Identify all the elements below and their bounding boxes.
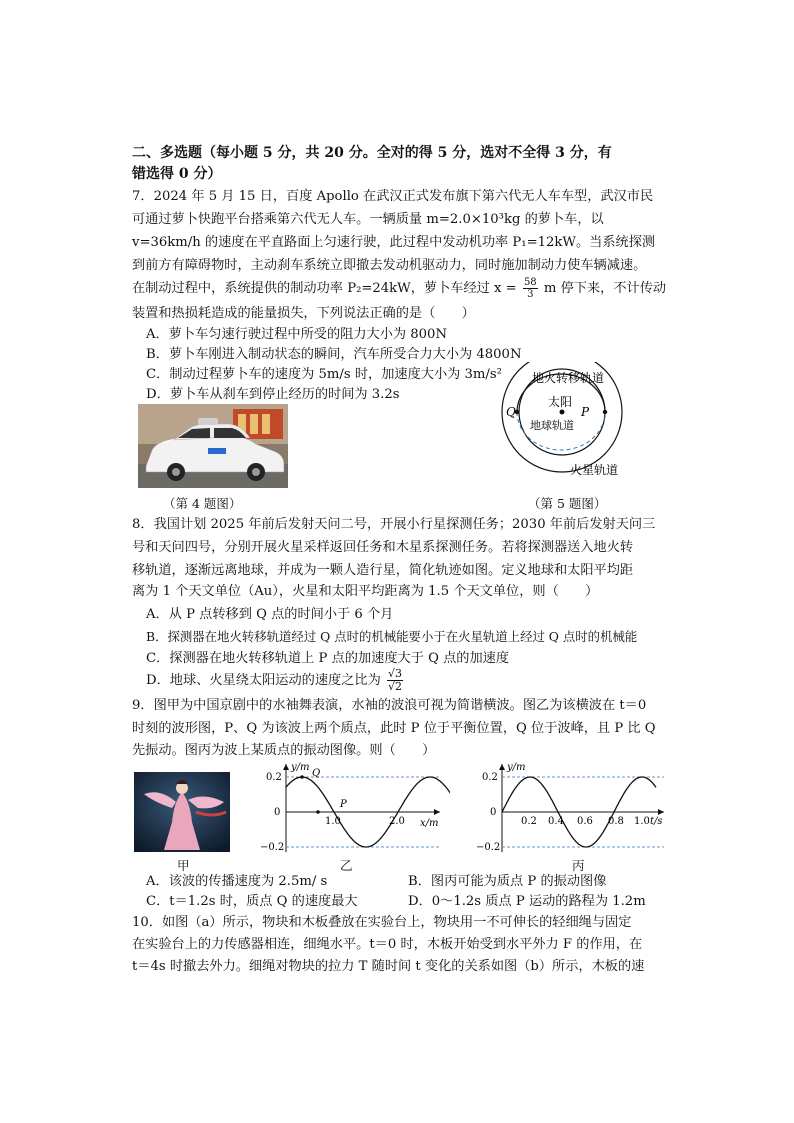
q7-option-b: B．萝卜车刚进入制动状态的瞬间，汽车所受合力大小为 4800N (146, 347, 522, 362)
fraction-denominator: 3 (527, 289, 534, 300)
x-tick-2: 2.0 (389, 816, 405, 827)
q8-line-3: 移轨道，逐渐远离地球，并成为一颗人造行星，简化轨迹如图。定义地球和太阳平均距 (132, 563, 634, 578)
q7-line-2: 可通过萝卜快跑平台搭乘第六代无人车。一辆质量 m=2.0×10³kg 的萝卜车，以 (132, 212, 604, 227)
fig4-caption: （第 4 题图） (163, 496, 242, 511)
q7-line-3: v=36km/h 的速度在平直路面上匀速行驶，此过程中发动机功率 P₁=12kW。当系统探测 (132, 235, 656, 250)
q9-option-b: B．图丙可能为质点 P 的振动图像 (408, 874, 607, 889)
point-q-dot (300, 775, 304, 779)
x-axis-label: t/s (650, 816, 663, 827)
q9-option-a: A．该波的传播速度为 2.5m/ s (146, 874, 328, 889)
q9-line-3: 先振动。图丙为波上某质点的振动图像。则（ ） (132, 743, 436, 758)
robotaxi-photo (138, 404, 288, 488)
q7-line-6: 装置和热损耗造成的能量损失，下列说法正确的是（ ） (132, 306, 475, 321)
q8-line-2: 号和天问四号，分别开展火星采样返回任务和木星系探测任务。若将探测器送入地火转 (132, 540, 634, 555)
q7-line-5 (132, 277, 666, 300)
ratio-numerator: √3 (387, 667, 402, 680)
y-tick-bottom: −0.2 (260, 842, 285, 853)
q7-line5-pre: 在制动过程中，系统提供的制动功率 P₂=24kW，萝卜车经过 x = (132, 281, 517, 296)
x-tick-2: 0.4 (548, 816, 564, 827)
point-q-label: Q (312, 768, 321, 779)
y-axis-label: y/m (507, 762, 526, 773)
wave-chart-yi (254, 760, 450, 856)
q9-option-d: D．0～1.2s 质点 P 运动的路程为 1.2m (408, 894, 646, 909)
point-p-label: P (581, 405, 590, 419)
q8-option-b: B．探测器在地火转移轨道经过 Q 点时的机械能要小于在火星轨道上经过 Q 点时的机械能 (146, 629, 638, 644)
x-tick-4: 0.8 (608, 816, 624, 827)
fraction-numerator: 58 (523, 277, 537, 288)
x-axis-arrow (658, 809, 664, 815)
q8-line-4: 离为 1 个天文单位（Au），火星和太阳平均距离为 1.5 个天文单位，则（ ） (132, 584, 599, 599)
earth-orbit-label: 地球轨道 (530, 419, 574, 432)
x-tick-1: 1.0 (325, 816, 341, 827)
x-tick-3: 0.6 (577, 816, 593, 827)
q7-line-1: 7．2024 年 5 月 15 日，百度 Apollo 在武汉正式发布旗下第六代无人车车型，武汉市民 (132, 189, 654, 204)
section-title-line1: 二、多选题（每小题 5 分，共 20 分。全对的得 5 分，选对不全得 3 分，有 (132, 145, 612, 161)
q9-line-1: 9．图甲为中国京剧中的水袖舞表演，水袖的波浪可视为简谐横波。图乙为该横波在 t＝0 (132, 698, 647, 713)
y-tick-zero: 0 (274, 807, 281, 818)
y-tick-bottom: −0.2 (476, 842, 501, 853)
y-tick-zero: 0 (490, 807, 497, 818)
point-p-dot (603, 410, 607, 414)
q10-line-1: 10．如图（a）所示，物块和木板叠放在实验台上，物块用一不可伸长的轻细绳与固定 (132, 915, 632, 930)
sun-label: 太阳 (548, 395, 573, 409)
q10-line-3: t＝4s 时撤去外力。细绳对物块的拉力 T 随时间 t 变化的关系如图（b）所示，木板的速 (132, 959, 645, 974)
x-axis-arrow (434, 809, 440, 815)
y-axis-arrow (283, 764, 289, 770)
q9-option-c: C．t＝1.2s 时，质点 Q 的速度最大 (146, 894, 358, 909)
distance-fraction (523, 277, 538, 300)
y-tick-top: 0.2 (266, 772, 282, 783)
section-title-line2: 错选得 0 分） (132, 166, 222, 182)
fig-yi-caption: 乙 (340, 858, 353, 873)
wave-chart-svg (254, 760, 450, 856)
q8-line-1: 8．我国计划 2025 年前后发射天问二号，开展小行星探测任务；2030 年前后发射天问三 (132, 517, 656, 532)
opera-dancer-photo (134, 772, 230, 852)
velocity-ratio-fraction (387, 668, 403, 693)
q8-option-a: A．从 P 点转移到 Q 点的时间小于 6 个月 (146, 607, 394, 622)
q7-option-a: A．萝卜车匀速行驶过程中所受的阻力大小为 800N (146, 327, 447, 342)
q10-line-2: 在实验台上的力传感器相连，细绳水平。t＝0 时，木板开始受到水平外力 F 的作用，在 (132, 937, 643, 952)
x-tick-5: 1.0 (634, 816, 650, 827)
q7-option-c: C．制动过程萝卜车的速度为 5m/s 时，加速度大小为 3m/s² (146, 367, 502, 382)
y-axis-label: y/m (291, 762, 310, 773)
x-axis-label: x/m (420, 818, 439, 829)
point-q-label: Q (506, 405, 516, 419)
fig-jia-caption: 甲 (177, 858, 190, 873)
vibration-chart-svg (474, 760, 670, 856)
sun-dot (560, 410, 565, 415)
q8-option-d-text: D．地球、火星绕太阳运动的速度之比为 (146, 673, 381, 688)
ratio-denominator: √2 (387, 680, 402, 693)
vibration-chart-bing (474, 760, 670, 856)
point-p-label: P (340, 799, 347, 810)
y-axis-arrow (499, 764, 505, 770)
y-tick-top: 0.2 (482, 772, 498, 783)
mars-orbit-label: 火星轨道 (570, 463, 619, 477)
q7-line-4: 到前方有障碍物时，主动刹车系统立即撤去发动机驱动力，同时施加制动力使车辆减速。 (132, 258, 647, 273)
fig5-caption: （第 5 题图） (528, 496, 607, 511)
x-tick-1: 0.2 (521, 816, 537, 827)
orbit-diagram (500, 362, 670, 492)
point-p-dot (316, 810, 320, 814)
q7-line5-post: m 停下来，不计传动 (543, 281, 667, 296)
fig-bing-caption: 丙 (572, 858, 585, 873)
q8-option-d (146, 668, 405, 694)
transfer-orbit-label: 地火转移轨道 (532, 371, 605, 385)
q9-line-2: 时刻的波形图，P、Q 为该波上两个质点，此时 P 位于平衡位置，Q 位于波峰，且 P 比 Q (132, 721, 656, 736)
q8-option-c: C．探测器在地火转移轨道上 P 点的加速度大于 Q 点的加速度 (146, 651, 510, 666)
q7-option-d: D．萝卜车从刹车到停止经历的时间为 3.2s (146, 387, 400, 402)
